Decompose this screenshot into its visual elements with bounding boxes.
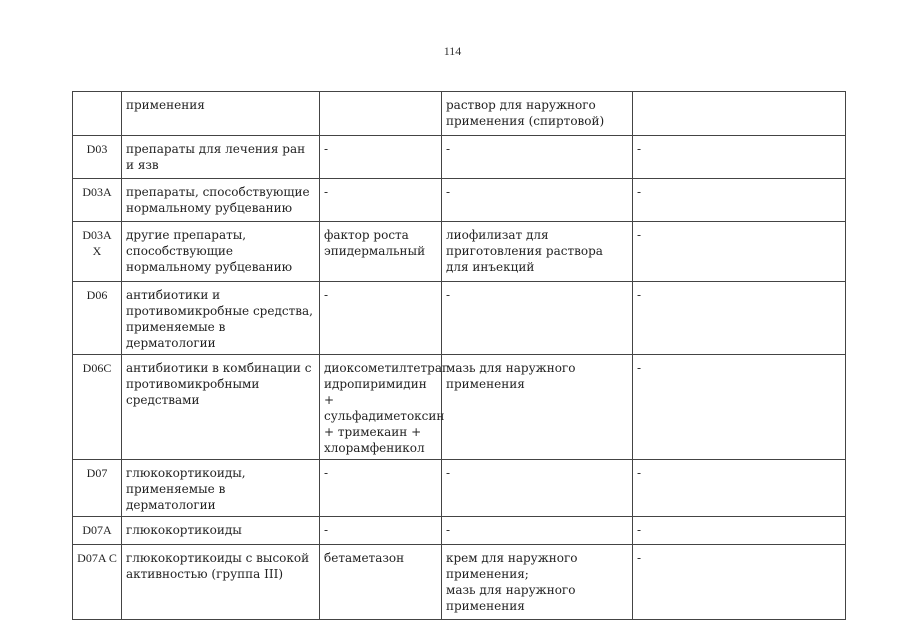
- group-name: глюкокортикоиды: [122, 517, 320, 545]
- dosage-form-line: лиофилизат для приготовления раствора для инъекций: [446, 228, 603, 274]
- drug-table: [72, 91, 846, 620]
- dosage-form: [442, 545, 633, 620]
- table-row: [73, 517, 846, 545]
- dosage-form: [442, 282, 633, 355]
- dosage-form-line: применения (спиртовой): [446, 114, 605, 128]
- extra-cell: -: [633, 355, 846, 460]
- atc-code: D06C: [73, 355, 122, 460]
- atc-code: D06: [73, 282, 122, 355]
- substance-name: -: [320, 460, 442, 517]
- substance-name: [320, 92, 442, 136]
- dosage-form-line: -: [446, 288, 451, 302]
- extra-cell: -: [633, 545, 846, 620]
- dosage-form: [442, 460, 633, 517]
- substance-name: -: [320, 179, 442, 222]
- group-name: препараты для лечения ран и язв: [122, 136, 320, 179]
- substance-name: -: [320, 517, 442, 545]
- atc-code: D07A: [73, 517, 122, 545]
- atc-code: D07: [73, 460, 122, 517]
- group-name: глюкокортикоиды, применяемые в дерматологии: [122, 460, 320, 517]
- table-row: [73, 460, 846, 517]
- dosage-form: [442, 179, 633, 222]
- dosage-form-line: раствор для наружного: [446, 98, 596, 112]
- table-row: [73, 92, 846, 136]
- table-row: [73, 355, 846, 460]
- dosage-form: [442, 355, 633, 460]
- table-row: [73, 545, 846, 620]
- dosage-form: [442, 136, 633, 179]
- page-number: 114: [443, 44, 462, 58]
- dosage-form-line: -: [446, 142, 451, 156]
- atc-code: D07A C: [73, 545, 122, 620]
- substance-name: бетаметазон: [320, 545, 442, 620]
- substance-name: -: [320, 136, 442, 179]
- group-name: антибиотики в комбинации с противомикробными средствами: [122, 355, 320, 460]
- atc-code: D03A: [73, 179, 122, 222]
- table-row: [73, 179, 846, 222]
- dosage-form-line: мазь для наружного применения: [446, 583, 576, 613]
- extra-cell: -: [633, 517, 846, 545]
- extra-cell: [633, 92, 846, 136]
- group-name: препараты, способствующие нормальному рубцеванию: [122, 179, 320, 222]
- group-name: антибиотики и противомикробные средства, применяемые в дерматологии: [122, 282, 320, 355]
- extra-cell: -: [633, 460, 846, 517]
- extra-cell: -: [633, 282, 846, 355]
- substance-name: -: [320, 282, 442, 355]
- dosage-form-line: крем для наружного применения;: [446, 551, 578, 581]
- extra-cell: -: [633, 136, 846, 179]
- extra-cell: -: [633, 222, 846, 282]
- substance-name: фактор роста эпидермальный: [320, 222, 442, 282]
- table-row: [73, 222, 846, 282]
- dosage-form-line: -: [446, 185, 451, 199]
- dosage-form-line: мазь для наружного применения: [446, 361, 576, 391]
- atc-code: D03: [73, 136, 122, 179]
- group-name: применения: [122, 92, 320, 136]
- table-row: [73, 282, 846, 355]
- dosage-form: [442, 517, 633, 545]
- extra-cell: -: [633, 179, 846, 222]
- dosage-form-line: -: [446, 523, 451, 537]
- dosage-form: [442, 222, 633, 282]
- dosage-form: [442, 92, 633, 136]
- substance-name: диоксометилтетраг идропиримидин + сульфадиметоксин + тримекаин + хлорамфеникол: [320, 355, 442, 460]
- atc-code: [73, 92, 122, 136]
- table-row: [73, 136, 846, 179]
- dosage-form-line: -: [446, 466, 451, 480]
- atc-code: D03A X: [73, 222, 122, 282]
- group-name: другие препараты, способствующие нормальному рубцеванию: [122, 222, 320, 282]
- group-name: глюкокортикоиды с высокой активностью (группа III): [122, 545, 320, 620]
